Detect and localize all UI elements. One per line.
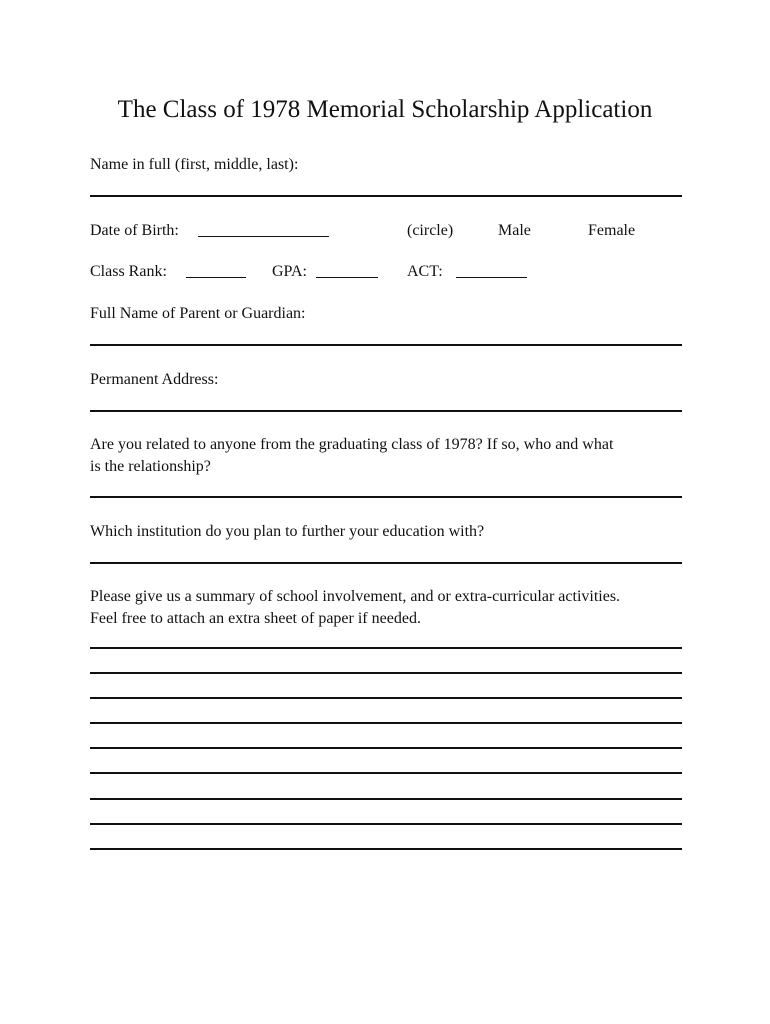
summary-line[interactable] — [90, 697, 682, 699]
summary-line[interactable] — [90, 747, 682, 749]
summary-question-line2: Feel free to attach an extra sheet of paper if needed. — [90, 610, 421, 627]
gender-female-option[interactable]: Female — [588, 222, 636, 239]
class-rank-blank[interactable] — [186, 277, 246, 278]
gpa-blank[interactable] — [316, 277, 378, 278]
parent-line[interactable] — [90, 344, 682, 346]
act-label: ACT: — [407, 263, 443, 280]
name-label: Name in full (first, middle, last): — [90, 156, 299, 173]
address-label: Permanent Address: — [90, 371, 219, 388]
dob-label: Date of Birth: — [90, 222, 179, 239]
form-title: The Class of 1978 Memorial Scholarship Application — [117, 96, 653, 123]
act-blank[interactable] — [456, 277, 527, 278]
parent-label: Full Name of Parent or Guardian: — [90, 305, 306, 322]
related-line[interactable] — [90, 496, 682, 498]
related-question-line1: Are you related to anyone from the graduating class of 1978? If so, who and what — [90, 436, 614, 453]
summary-line[interactable] — [90, 772, 682, 774]
name-line[interactable] — [90, 195, 682, 197]
summary-line[interactable] — [90, 848, 682, 850]
summary-line[interactable] — [90, 722, 682, 724]
summary-question-line1: Please give us a summary of school involvement, and or extra-curricular activities. — [90, 588, 621, 605]
institution-line[interactable] — [90, 562, 682, 564]
gender-male-option[interactable]: Male — [498, 222, 531, 239]
address-line[interactable] — [90, 410, 682, 412]
gpa-label: GPA: — [272, 263, 307, 280]
related-question-line2: is the relationship? — [90, 458, 211, 475]
gender-circle-label: (circle) — [407, 222, 454, 239]
institution-question: Which institution do you plan to further your education with? — [90, 523, 485, 540]
summary-line[interactable] — [90, 672, 682, 674]
summary-line[interactable] — [90, 823, 682, 825]
summary-line[interactable] — [90, 798, 682, 800]
class-rank-label: Class Rank: — [90, 263, 167, 280]
dob-blank[interactable] — [198, 236, 329, 237]
summary-line[interactable] — [90, 647, 682, 649]
